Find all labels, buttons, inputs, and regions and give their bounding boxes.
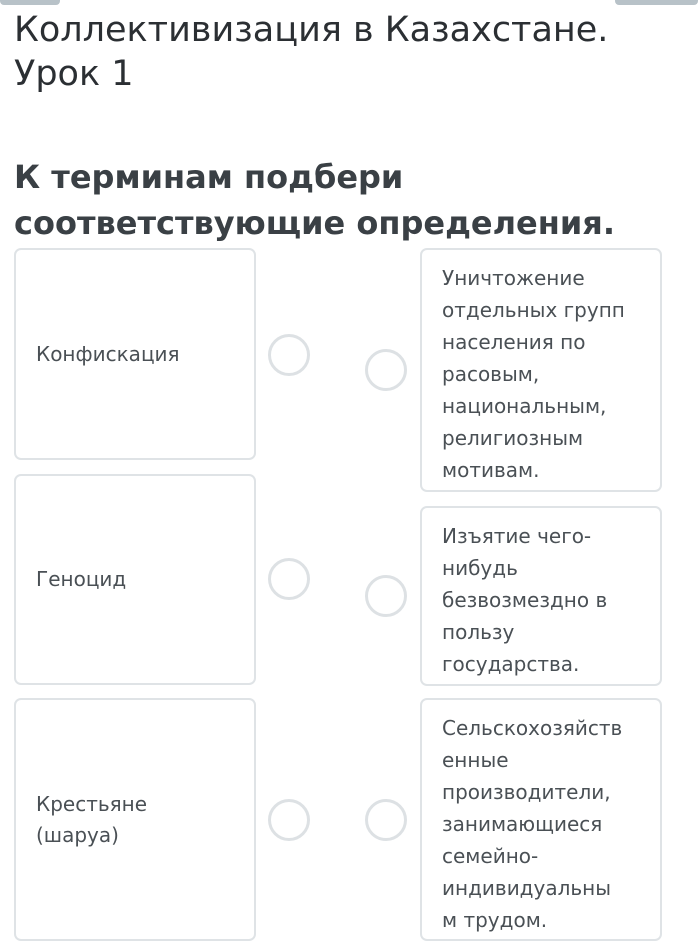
term-text-line: Геноцид (36, 567, 127, 591)
task-title-line-1: К терминам подбери (14, 158, 404, 196)
definition-card-peasants-def[interactable] (420, 698, 662, 941)
definition-text-line: населения по (442, 330, 586, 354)
top-bar-right-tab (615, 0, 698, 5)
term-text-line: Крестьяне (36, 791, 148, 816)
definition-3-connector-radio[interactable] (365, 799, 407, 841)
definition-text-line: семейно- (442, 844, 539, 868)
definition-text-line: безвозмездно в (442, 588, 608, 612)
term-text (36, 339, 180, 370)
definition-1-connector-radio[interactable] (365, 349, 407, 391)
term-1-connector-radio[interactable] (268, 334, 310, 376)
term-text (36, 789, 147, 851)
lesson-title-line-2: Урок 1 (14, 54, 134, 94)
term-text (36, 564, 126, 595)
term-3-connector-radio[interactable] (268, 799, 310, 841)
term-2-connector-radio[interactable] (268, 558, 310, 600)
definition-text-line: енные (442, 748, 509, 772)
lesson-title (14, 8, 684, 96)
definition-text-line: Изъятие чего- (442, 524, 592, 548)
definition-card-genocide-def[interactable] (420, 248, 662, 492)
definition-text-line: м трудом. (442, 908, 548, 932)
definition-text-line: Уничтожение (442, 266, 585, 290)
term-card-confiscation[interactable] (14, 248, 256, 460)
task-title (14, 154, 684, 246)
definition-text-line: государства. (442, 652, 580, 676)
definition-text-line: производители, (442, 780, 611, 804)
term-text-line: (шаруа) (36, 822, 119, 847)
top-bar-left-tab (0, 0, 60, 5)
definition-text (442, 262, 640, 486)
lesson-title-line-1: Коллективизация в Казахстане. (14, 10, 609, 50)
definition-text-line: нибудь (442, 556, 518, 580)
definition-text (442, 520, 640, 680)
definition-text-line: мотивам. (442, 458, 540, 482)
definition-text-line: расовым, (442, 362, 540, 386)
definition-text-line: отдельных групп (442, 298, 625, 322)
definition-text-line: занимающиеся (442, 812, 603, 836)
task-title-line-2: соответствующие определения. (14, 204, 615, 242)
definition-card-confiscation-def[interactable] (420, 506, 662, 686)
definition-text-line: национальным, (442, 394, 607, 418)
definition-text-line: пользу (442, 620, 515, 644)
term-text-line: Конфискация (36, 341, 180, 366)
definition-text-line: индивидуальны (442, 876, 612, 900)
term-card-genocide[interactable] (14, 474, 256, 685)
definition-text (442, 712, 640, 936)
definition-text-line: Сельскохозяйств (442, 716, 623, 740)
definition-text-line: религиозным (442, 426, 584, 450)
definition-2-connector-radio[interactable] (365, 575, 407, 617)
term-card-peasants[interactable] (14, 698, 256, 941)
